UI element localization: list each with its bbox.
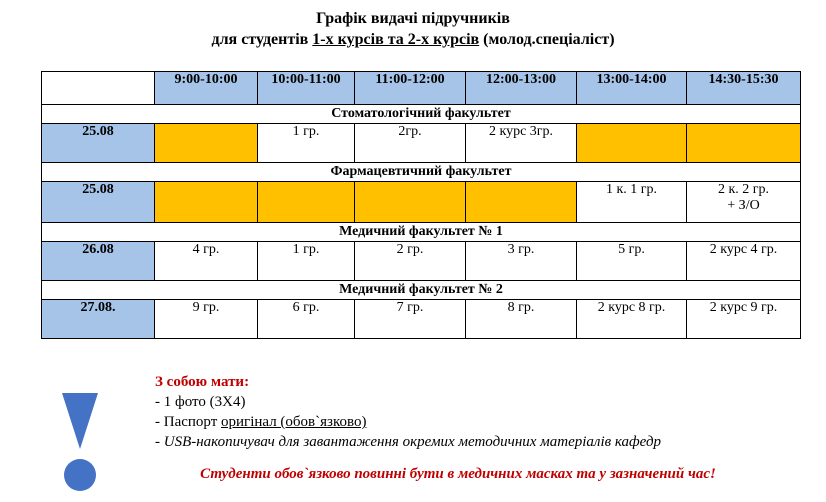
passport-original-note: оригінал (обов`язково) — [221, 414, 367, 430]
bring-item-photo: - 1 фото (3Х4) — [155, 394, 246, 410]
faculty-row — [42, 281, 801, 300]
time-header: 10:00-11:00 — [258, 72, 355, 105]
time-header: 9:00-10:00 — [155, 72, 258, 105]
slot-cell: 2 курс 8 гр. — [577, 300, 687, 339]
table-row — [42, 182, 801, 223]
slot-cell — [155, 182, 258, 223]
bring-heading: З собою мати: — [155, 374, 250, 390]
schedule-table — [41, 71, 801, 339]
slot-cell — [687, 124, 801, 163]
bring-item-passport — [155, 412, 661, 432]
faculty-name: Стоматологічний факультет — [42, 105, 801, 124]
faculty-row — [42, 223, 801, 242]
slot-extra-text: + З/О — [727, 198, 760, 213]
page-subtitle — [0, 30, 826, 50]
warning-text: Студенти обов`язково повинні бути в медичних масках та у зазначений час! — [200, 466, 716, 482]
slot-cell — [687, 182, 801, 223]
subtitle-suffix: (молод.спеціаліст) — [479, 31, 615, 48]
slot-cell: 9 гр. — [155, 300, 258, 339]
date-cell: 25.08 — [42, 124, 155, 163]
slot-cell — [577, 124, 687, 163]
table-row — [42, 124, 801, 163]
slot-cell: 2гр. — [355, 124, 466, 163]
slot-text: 2 к. 2 гр. — [717, 182, 770, 197]
header-empty-cell — [42, 72, 155, 105]
slot-cell: 3 гр. — [466, 242, 577, 281]
faculty-row — [42, 163, 801, 182]
table-header-row — [42, 72, 801, 105]
bring-item-usb: - USB-накопичувач для завантаження окремих методичних матеріалів кафедр — [155, 434, 662, 450]
date-cell: 25.08 — [42, 182, 155, 223]
slot-cell — [466, 182, 577, 223]
slot-cell: 2 гр. — [355, 242, 466, 281]
time-header: 14:30-15:30 — [687, 72, 801, 105]
date-cell: 27.08. — [42, 300, 155, 339]
time-header: 12:00-13:00 — [466, 72, 577, 105]
slot-cell: 7 гр. — [355, 300, 466, 339]
slot-cell: 2 курс 9 гр. — [687, 300, 801, 339]
faculty-name: Медичний факультет № 2 — [42, 281, 801, 300]
time-header: 13:00-14:00 — [577, 72, 687, 105]
slot-cell: 1 гр. — [258, 242, 355, 281]
time-header: 11:00-12:00 — [355, 72, 466, 105]
slot-cell — [355, 182, 466, 223]
slot-cell — [155, 124, 258, 163]
slot-cell: 6 гр. — [258, 300, 355, 339]
slot-cell — [258, 182, 355, 223]
date-cell: 26.08 — [42, 242, 155, 281]
slot-cell: 2 курс 4 гр. — [687, 242, 801, 281]
faculty-name: Фармацевтичний факультет — [42, 163, 801, 182]
faculty-name: Медичний факультет № 1 — [42, 223, 801, 242]
slot-cell: 5 гр. — [577, 242, 687, 281]
page-title: Графік видачі підручників — [316, 10, 510, 27]
bring-list — [155, 372, 661, 452]
subtitle-prefix: для студентів — [211, 31, 313, 48]
slot-cell: 4 гр. — [155, 242, 258, 281]
slot-cell: 2 курс 3гр. — [466, 124, 577, 163]
subtitle-courses: 1-х курсів та 2-х курсів — [312, 31, 480, 48]
slot-cell: 1 к. 1 гр. — [577, 182, 687, 223]
slot-cell: 8 гр. — [466, 300, 577, 339]
table-row — [42, 300, 801, 339]
table-row — [42, 242, 801, 281]
faculty-row — [42, 105, 801, 124]
slot-cell: 1 гр. — [258, 124, 355, 163]
passport-label: - Паспорт — [155, 414, 222, 430]
